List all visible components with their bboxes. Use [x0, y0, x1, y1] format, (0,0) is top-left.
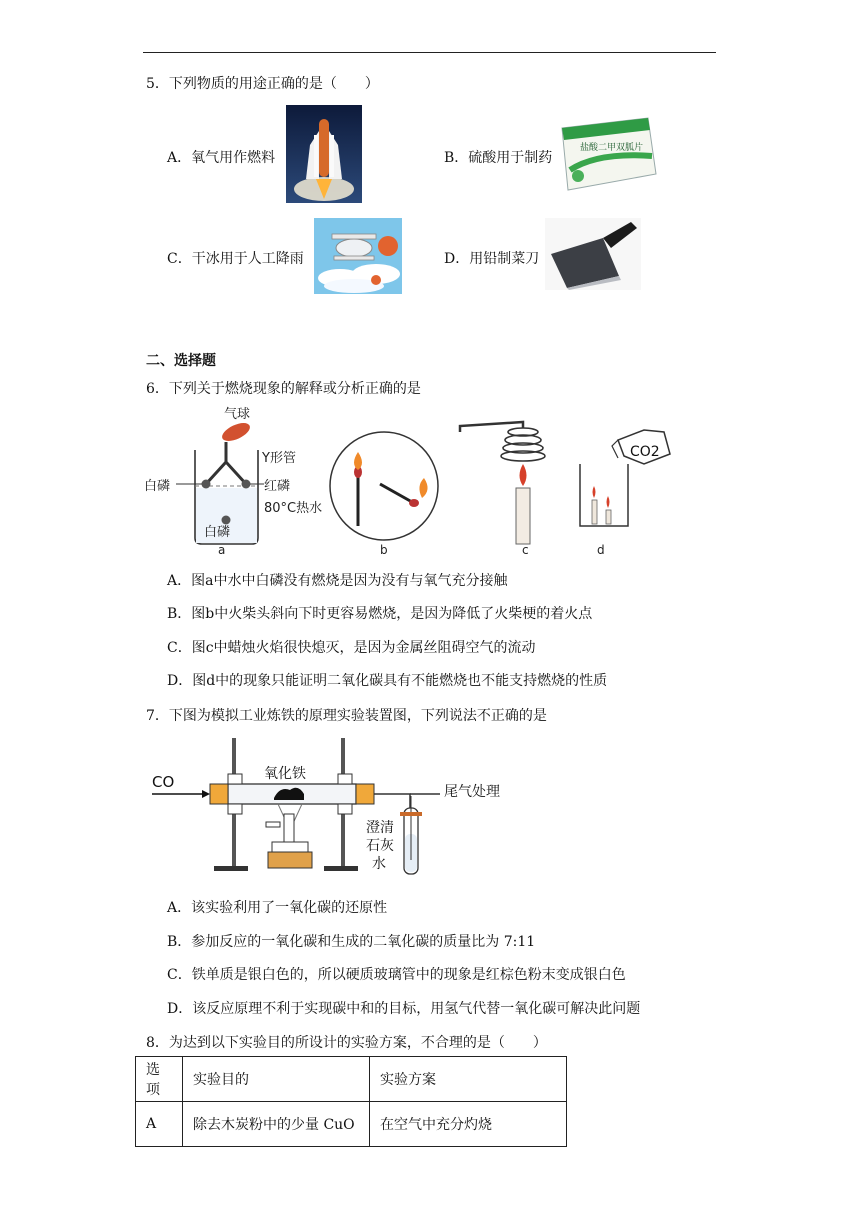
q7-iron-smelting-figure [148, 730, 528, 882]
q7-option-b: B．参加反应的一氧化碳和生成的二氧化碳的质量比为 7:11 [167, 934, 536, 950]
figure-c-candle-coil [460, 422, 545, 544]
label-limewater-1: 澄清 [366, 820, 394, 836]
label-balloon: 气球 [224, 407, 251, 422]
q5-stem: 5．下列物质的用途正确的是（ ） [146, 76, 379, 92]
top-rule [143, 52, 716, 53]
label-c: c [522, 543, 529, 557]
label-limewater-2: 石灰 [366, 838, 394, 854]
cloud-seeding-plane-image [314, 218, 402, 294]
q5-option-a: A．氧气用作燃料 [167, 150, 276, 166]
label-iron-oxide: 氧化铁 [264, 766, 306, 782]
label-white-phosphorus-left: 白磷 [144, 479, 171, 494]
section-title: 二、选择题 [146, 353, 216, 369]
figure-b-matches [330, 432, 438, 540]
q7-stem: 7．下图为模拟工业炼铁的原理实验装置图，下列说法不正确的是 [146, 708, 547, 724]
q5-option-c: C．干冰用于人工降雨 [167, 251, 304, 267]
q6-option-a: A．图a中水中白磷没有燃烧是因为没有与氧气充分接触 [167, 573, 508, 589]
label-hot-water: 80°C热水 [264, 501, 323, 516]
label-co-inlet: CO [152, 773, 175, 791]
medicine-box-image [558, 114, 658, 194]
q8-stem: 8．为达到以下实验目的所设计的实验方案，不合理的是（ ） [146, 1035, 547, 1051]
label-limewater-3: 水 [372, 856, 386, 872]
q6-figure [140, 402, 700, 560]
table-header-cell: 实验方案 [370, 1057, 567, 1102]
q7-option-a: A．该实验利用了一氧化碳的还原性 [167, 900, 388, 916]
q6-option-b: B．图b中火柴头斜向下时更容易燃烧，是因为降低了火柴梗的着火点 [167, 606, 593, 622]
table-cell: A [136, 1102, 183, 1147]
label-b: b [380, 543, 388, 557]
q6-option-c: C．图c中蜡烛火焰很快熄灭，是因为金属丝阻碍空气的流动 [167, 640, 536, 656]
q6-option-d: D．图d中的现象只能证明二氧化碳具有不能燃烧也不能支持燃烧的性质 [167, 673, 608, 689]
space-shuttle-image [286, 105, 362, 203]
label-d: d [597, 543, 605, 557]
label-y-tube: Y形管 [262, 451, 296, 466]
label-co2: CO2 [630, 444, 660, 460]
table-header-cell: 选项 [136, 1057, 183, 1102]
label-red-phosphorus: 红磷 [264, 479, 291, 494]
q7-option-c: C．铁单质是银白色的，所以硬质玻璃管中的现象是红棕色粉末变成银白色 [167, 967, 626, 983]
table-row [136, 1102, 567, 1147]
table-header-row [136, 1057, 567, 1102]
q5-option-b: B．硫酸用于制药 [444, 150, 553, 166]
cleaver-image [545, 218, 641, 290]
label-tail-gas: 尾气处理 [444, 784, 500, 800]
label-a: a [218, 543, 226, 557]
medicine-box-label: 盐酸二甲双胍片 [580, 143, 644, 153]
table-cell: 除去木炭粉中的少量 CuO [183, 1102, 370, 1147]
q6-stem: 6．下列关于燃烧现象的解释或分析正确的是 [146, 381, 421, 397]
label-white-phosphorus-bottom: 白磷 [204, 525, 231, 540]
q7-option-d: D．该反应原理不利于实现碳中和的目标，用氢气代替一氧化碳可解决此问题 [167, 1001, 641, 1017]
table-cell: 在空气中充分灼烧 [370, 1102, 567, 1147]
q5-option-d: D．用铅制菜刀 [444, 251, 540, 267]
q8-table [135, 1056, 567, 1147]
table-header-cell: 实验目的 [183, 1057, 370, 1102]
